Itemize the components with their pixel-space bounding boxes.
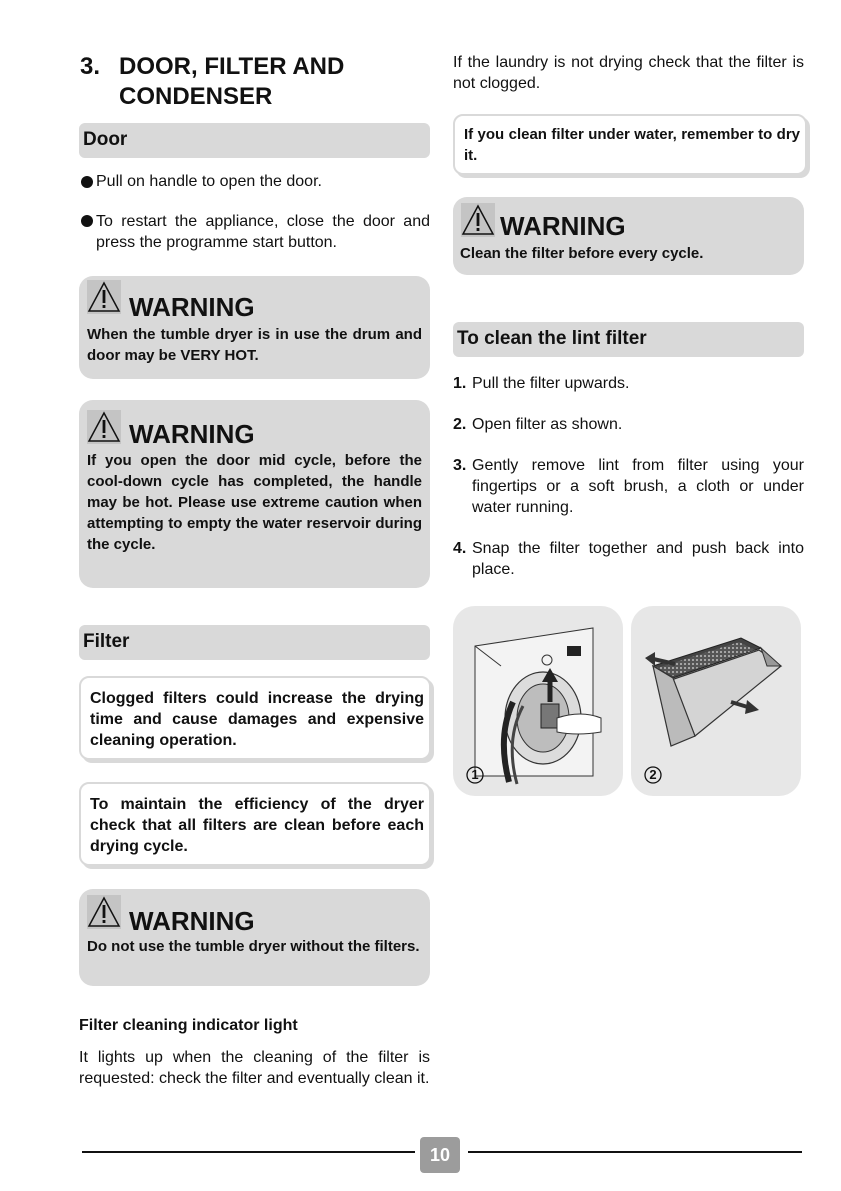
section-title: DOOR, FILTER AND CONDENSER — [119, 53, 345, 110]
warning-heading: WARNING — [129, 292, 255, 322]
note-text: Clogged filters could increase the drying time and cause damages and expensive cleaning operation. — [90, 690, 424, 749]
warning-box-no-filters — [79, 889, 430, 986]
door-heading: Door — [79, 123, 430, 158]
warning-heading: WARNING — [129, 906, 255, 936]
step-text: Pull the filter upwards. — [472, 375, 630, 392]
step-3 — [453, 455, 804, 521]
step-text: Open filter as shown. — [472, 416, 623, 433]
note-box-clogged-filters — [79, 676, 431, 760]
footer-rule-left — [82, 1151, 415, 1153]
warning-triangle-icon — [461, 203, 495, 237]
footer-rule-right — [468, 1151, 802, 1153]
bullet-dot-icon — [81, 215, 93, 227]
warning-box-mid-cycle — [79, 400, 430, 588]
section-number: 3. — [80, 53, 101, 80]
step-text: Gently remove lint from filter using your fingertips or a soft brush, a cloth or under water running. — [472, 457, 804, 516]
warning-heading: WARNING — [500, 211, 626, 241]
warning-text: If you open the door mid cycle, before the cool-down cycle has completed, the handle may be hot. Please use extreme caution when attempting to empty the water reservoir during the cycle. — [87, 452, 422, 553]
step-number: 4. — [453, 540, 467, 557]
step-number: 1. — [453, 375, 467, 392]
indicator-text: It lights up when the cleaning of the filter is requested: check the filter and eventually clean it. — [79, 1049, 430, 1087]
step-1 — [453, 373, 804, 395]
figure-label: 1 — [471, 767, 479, 782]
warning-text: Clean the filter before every cycle. — [460, 245, 704, 262]
filter-heading: Filter — [79, 625, 430, 660]
warning-triangle-icon — [87, 895, 121, 929]
warning-box-clean-filter — [453, 197, 804, 275]
step-number: 3. — [453, 457, 467, 474]
intro-text: If the laundry is not drying check that the filter is not clogged. — [453, 54, 804, 92]
bullet-dot-icon — [81, 176, 93, 188]
step-2 — [453, 414, 804, 436]
note-box-dry-filter — [453, 114, 807, 175]
step-text: Snap the filter together and push back into place. — [472, 540, 804, 578]
warning-heading: WARNING — [129, 419, 255, 449]
step-4 — [453, 538, 804, 582]
figure-pull-filter — [453, 606, 623, 796]
warning-triangle-icon — [87, 280, 121, 314]
warning-text: When the tumble dryer is in use the drum and door may be VERY HOT. — [87, 326, 422, 364]
page-number: 10 — [420, 1137, 460, 1173]
warning-triangle-icon — [87, 410, 121, 444]
door-bullet-1: Pull on handle to open the door. — [96, 173, 322, 190]
warning-text: Do not use the tumble dryer without the filters. — [87, 938, 420, 955]
note-text: If you clean filter under water, remember to dry it. — [464, 126, 800, 164]
door-bullet-2: To restart the appliance, close the door and press the programme start button. — [96, 213, 430, 251]
warning-box-hot-door — [79, 276, 430, 379]
note-box-efficiency — [79, 782, 431, 866]
indicator-heading: Filter cleaning indicator light — [79, 1017, 298, 1034]
figure-open-filter — [631, 606, 801, 796]
note-text: To maintain the efficiency of the dryer check that all filters are clean before each drying cycle. — [90, 796, 424, 855]
step-number: 2. — [453, 416, 467, 433]
lint-filter-heading: To clean the lint filter — [453, 322, 804, 357]
figure-label: 2 — [649, 767, 657, 782]
